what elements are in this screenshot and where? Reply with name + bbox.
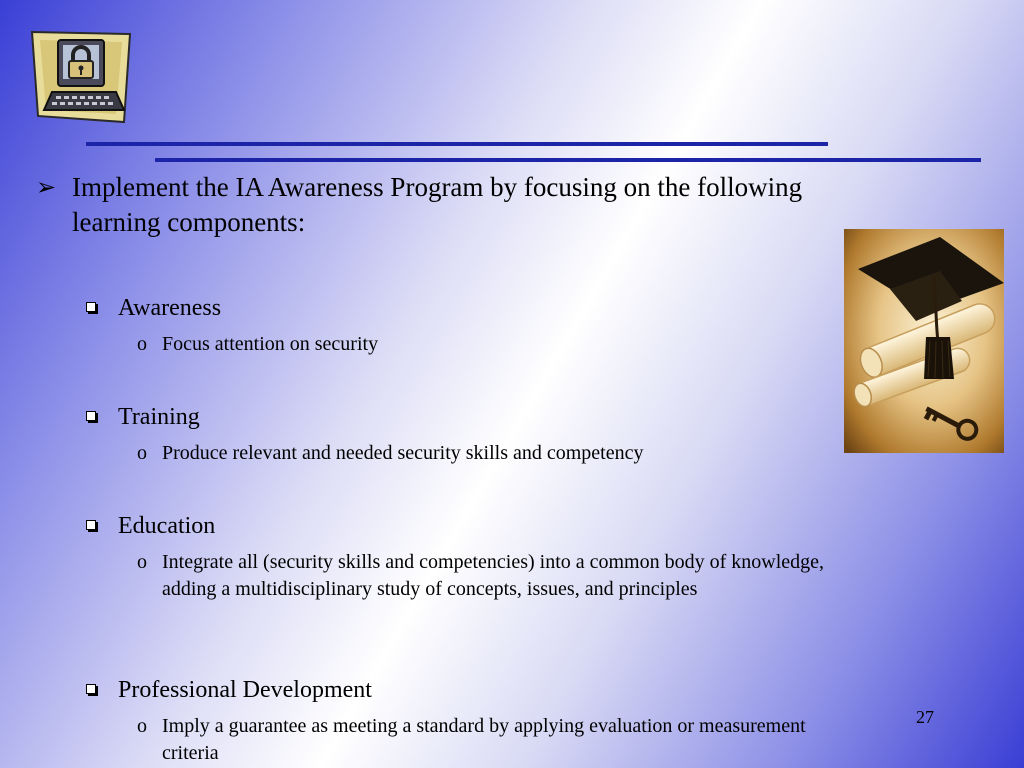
item-label: Awareness: [118, 295, 222, 321]
item-training-detail: [137, 440, 857, 467]
item-label: Education: [118, 513, 216, 539]
computer-lock-logo-icon: [30, 30, 134, 126]
graduation-cap-photo: [844, 229, 1004, 453]
main-bullet: [36, 170, 856, 240]
o-bullet-icon: o: [137, 551, 147, 573]
main-bullet-text: Implement the IA Awareness Program by focusing on the following learning components:: [72, 172, 803, 237]
square-bullet-icon: [86, 302, 96, 312]
item-professional-development: [86, 675, 372, 705]
page-number: 27: [916, 707, 934, 727]
item-label: Professional Development: [118, 677, 372, 703]
item-label: Training: [118, 404, 200, 430]
item-detail: Focus attention on security: [162, 333, 379, 355]
item-education: [86, 511, 215, 541]
o-bullet-icon: o: [137, 715, 147, 737]
title-divider-top: [86, 142, 828, 146]
item-training: [86, 402, 200, 432]
item-education-detail: [137, 549, 857, 603]
item-professional-development-detail: [137, 713, 857, 767]
item-detail: Produce relevant and needed security skills and competency: [162, 442, 644, 464]
arrow-bullet-icon: ➢: [36, 173, 57, 201]
item-awareness: [86, 293, 221, 323]
title-divider-bottom: [155, 158, 981, 162]
item-detail: Integrate all (security skills and competencies) into a common body of knowledge, adding a multidisciplinary study of concepts, issues, and principles: [162, 551, 825, 600]
square-bullet-icon: [86, 411, 96, 421]
o-bullet-icon: o: [137, 442, 147, 464]
square-bullet-icon: [86, 520, 96, 530]
square-bullet-icon: [86, 684, 96, 694]
item-detail: Imply a guarantee as meeting a standard by applying evaluation or measurement criteria: [162, 715, 806, 764]
o-bullet-icon: o: [137, 333, 147, 355]
item-awareness-detail: [137, 331, 857, 358]
